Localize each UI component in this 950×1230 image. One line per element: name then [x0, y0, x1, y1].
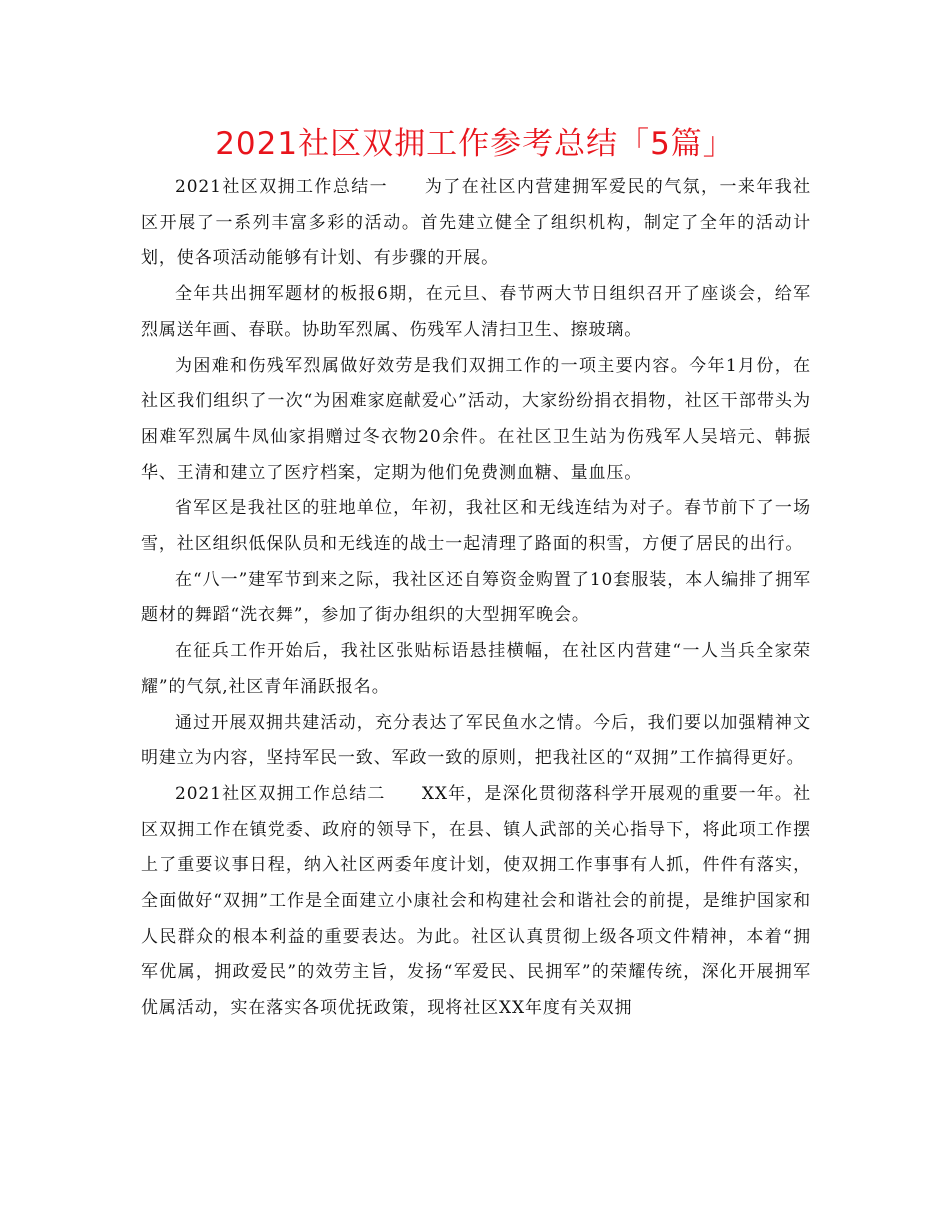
- paragraph: 省军区是我社区的驻地单位，年初，我社区和无线连结为对子。春节前下了一场雪，社区组织低保队员和无线连的战士一起清理了路面的积雪，方便了居民的出行。: [141, 498, 811, 555]
- document-body: [141, 170, 811, 1027]
- paragraph: 在“八一”建军节到来之际，我社区还自筹资金购置了10套服装，本人编排了拥军题材的舞蹈“洗衣舞”，参加了街办组织的大型拥军晚会。: [141, 569, 811, 626]
- paragraph: 为困难和伤残军烈属做好效劳是我们双拥工作的一项主要内容。今年1月份，在社区我们组织了一次“为困难家庭献爱心”活动，大家纷纷捐衣捐物，社区干部带头为困难军烈属牛凤仙家捐赠过冬衣物20余件。在社区卫生站为伤残军人吴培元、韩振华、王清和建立了医疗档案，定期为他们免费测血糖、量血压。: [141, 355, 811, 483]
- document-title: 2021社区双拥工作参考总结「5篇」: [215, 126, 735, 162]
- paragraph: 2021社区双拥工作总结一 为了在社区内营建拥军爱民的气氛，一来年我社区开展了一系列丰富多彩的活动。首先建立健全了组织机构，制定了全年的活动计划，使各项活动能够有计划、有步骤的开展。: [141, 177, 811, 269]
- paragraph: 通过开展双拥共建活动，充分表达了军民鱼水之情。今后，我们要以加强精神文明建立为内容，坚持军民一致、军政一致的原则，把我社区的“双拥”工作搞得更好。: [141, 712, 811, 769]
- paragraph: 2021社区双拥工作总结二 XX年，是深化贯彻落科学开展观的重要一年。社区双拥工作在镇党委、政府的领导下，在县、镇人武部的关心指导下，将此项工作摆上了重要议事日程，纳入社区两委年度计划，使双拥工作事事有人抓，件件有落实，全面做好“双拥”工作是全面建立小康社会和构建社会和谐社会的前提，是维护国家和人民群众的根本利益的重要表达。为此。社区认真贯彻上级各项文件精神，本着“拥军优属，拥政爱民”的效劳主旨，发扬“军爱民、民拥军”的荣耀传统，深化开展拥军优属活动，实在落实各项优抚政策，现将社区XX年度有关双拥: [141, 783, 811, 1019]
- paragraph: 在征兵工作开始后，我社区张贴标语悬挂横幅，在社区内营建“一人当兵全家荣耀”的气氛,社区青年涌跃报名。: [141, 641, 811, 697]
- paragraph: 全年共出拥军题材的板报6期，在元旦、春节两大节日组织召开了座谈会，给军烈属送年画、春联。协助军烈属、伤残军人清扫卫生、擦玻璃。: [141, 284, 811, 340]
